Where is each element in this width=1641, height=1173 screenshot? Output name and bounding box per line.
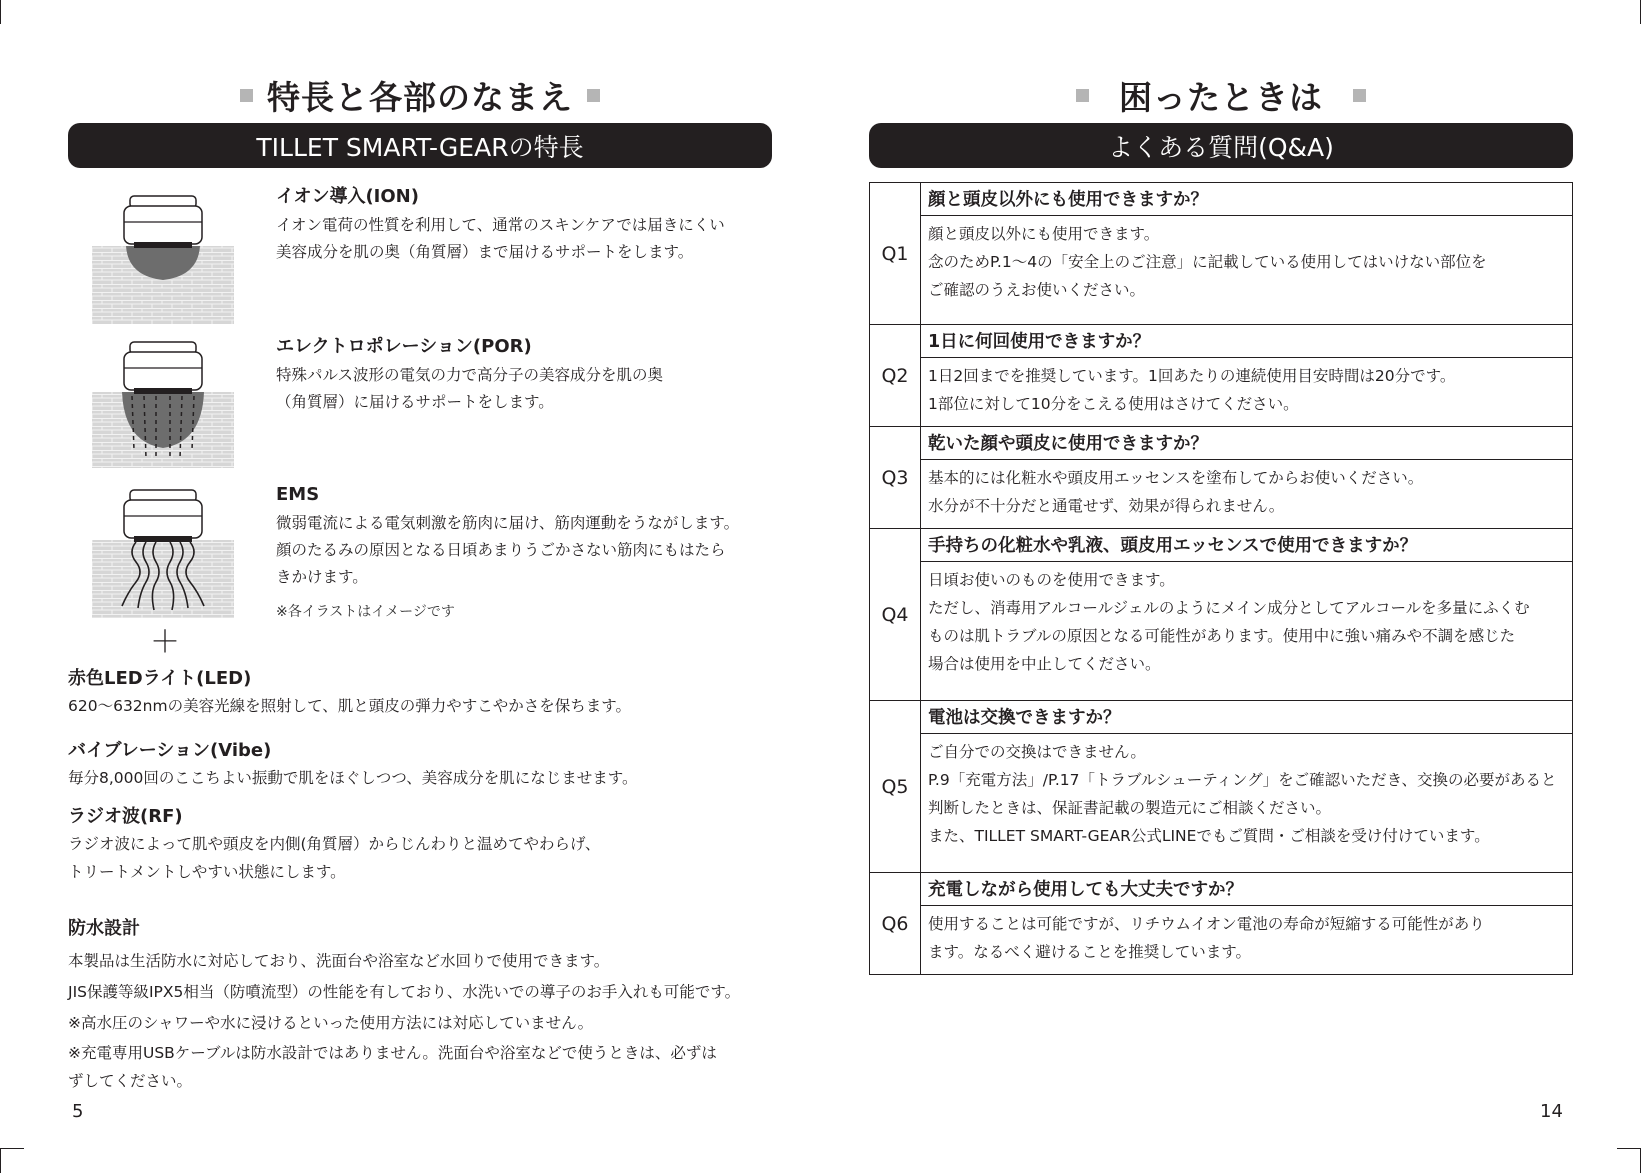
feature-line: ※充電専用USBケーブルは防水設計ではありません。洗面台や浴室などで使うときは、必ずは [68, 1044, 717, 1062]
por-illustration-icon [92, 338, 234, 468]
qa-answer-line: ます。なるべく避けることを推奨しています。 [928, 943, 1252, 961]
qa-answer-line: 日頃お使いのものを使用できます。 [928, 571, 1175, 589]
feature-vibe [68, 738, 788, 792]
qa-answer [921, 216, 1573, 325]
qa-number: Q2 [870, 325, 921, 427]
feature-por [276, 334, 776, 416]
ion-illustration-icon [92, 188, 234, 324]
qa-row [870, 216, 1573, 325]
qa-answer-line: 念のためP.1〜4の「安全上のご注意」に記載している使用してはいけない部位を [928, 253, 1487, 271]
qa-row [870, 529, 1573, 562]
feature-line: 美容成分を肌の奥（角質層）まで届けるサポートをします。 [276, 243, 694, 261]
feature-title: 赤色LEDライト(LED) [68, 668, 252, 689]
qa-number: Q4 [870, 529, 921, 701]
right-bar-title: よくある質問(Q&A) [1108, 132, 1334, 162]
right-section-title-text: 困ったときは [1119, 77, 1323, 117]
feature-line: きかけます。 [276, 568, 368, 586]
square-icon [240, 89, 253, 102]
qa-question: 1日に何回使用できますか？ [921, 325, 1573, 358]
feature-line: ずしてください。 [68, 1072, 193, 1090]
feature-line: トリートメントしやすい状態にします。 [68, 863, 346, 881]
qa-answer [921, 734, 1573, 873]
qa-number: Q1 [870, 183, 921, 325]
qa-answer-line: 判断したときは、保証書記載の製造元にご相談ください。 [928, 799, 1332, 817]
crop-mark [1617, 1148, 1641, 1149]
feature-line: 特殊パルス波形の電気の力で高分子の美容成分を肌の奥 [276, 366, 664, 384]
feature-title: バイブレーション(Vibe) [68, 740, 272, 761]
qa-answer-line: 1日2回までを推奨しています。1回あたりの連続使用目安時間は20分です。 [928, 367, 1456, 385]
square-icon [1353, 89, 1366, 102]
square-icon [1076, 89, 1089, 102]
qa-question: 電池は交換できますか？ [921, 701, 1573, 734]
page-number-right: 14 [1540, 1101, 1563, 1122]
qa-answer-line: ただし、消毒用アルコールジェルのようにメイン成分としてアルコールを多量にふくむ [928, 599, 1530, 617]
qa-answer [921, 358, 1573, 427]
crop-mark [0, 1148, 1, 1173]
qa-answer-line: 水分が不十分だと通電せず、効果が得られません。 [928, 497, 1285, 515]
feature-ion [276, 184, 776, 266]
feature-line: 620〜632nmの美容光線を照射して、肌と頭皮の弾力やすこやかさを保ちます。 [68, 697, 632, 715]
qa-answer-line: ご確認のうえお使いください。 [928, 281, 1146, 299]
qa-row [870, 325, 1573, 358]
qa-number: Q6 [870, 873, 921, 975]
qa-row [870, 358, 1573, 427]
qa-answer-line: ものは肌トラブルの原因となる可能性があります。使用中に強い痛みや不調を感じた [928, 627, 1516, 645]
feature-rf [68, 804, 788, 886]
feature-line: 毎分8,000回のここちよい振動で肌をほぐしつつ、美容成分を肌になじませます。 [68, 769, 638, 787]
right-title-bar [869, 123, 1573, 168]
qa-answer [921, 906, 1573, 975]
qa-answer-line: 使用することは可能ですが、リチウムイオン電池の寿命が短縮する可能性があり [928, 915, 1485, 933]
qa-answer-line: ご自分での交換はできません。 [928, 743, 1146, 761]
qa-row [870, 734, 1573, 873]
qa-question: 乾いた顔や頭皮に使用できますか？ [921, 427, 1573, 460]
feature-line: 顔のたるみの原因となる日頃あまりうごかさない筋肉にもはたら [276, 541, 726, 559]
illustration-note: ※各イラストはイメージです [276, 604, 455, 620]
qa-row [870, 427, 1573, 460]
left-title-bar [68, 123, 772, 168]
page-number-left: 5 [72, 1101, 84, 1122]
qa-answer [921, 460, 1573, 529]
plus-icon: ＋ [150, 625, 180, 660]
qa-question: 顔と頭皮以外にも使用できますか？ [921, 183, 1573, 216]
left-section-title-text: 特長と各部のなまえ [267, 77, 573, 117]
qa-row [870, 562, 1573, 701]
qa-row [870, 873, 1573, 906]
left-section-title [68, 70, 772, 120]
qa-answer-line: 1部位に対して10分をこえる使用はさけてください。 [928, 395, 1299, 413]
feature-title: イオン導入(ION) [276, 186, 419, 207]
ems-illustration-icon [92, 486, 234, 618]
feature-waterproof [68, 916, 788, 1095]
qa-answer-line: 基本的には化粧水や頭皮用エッセンスを塗布してからお使いください。 [928, 469, 1424, 487]
feature-title: エレクトロポレーション(POR) [276, 336, 532, 357]
feature-title: 防水設計 [68, 918, 140, 939]
qa-number: Q3 [870, 427, 921, 529]
qa-question: 充電しながら使用しても大丈夫ですか？ [921, 873, 1573, 906]
feature-line: ※高水圧のシャワーや水に浸けるといった使用方法には対応していません。 [68, 1014, 594, 1032]
qa-row [870, 183, 1573, 216]
qa-answer-line: P.9「充電方法」/P.17「トラブルシューティング」をご確認いただき、交換の必要があると [928, 771, 1557, 789]
qa-answer-line: また、TILLET SMART-GEAR公式LINEでもご質問・ご相談を受け付けています。 [928, 827, 1490, 845]
qa-row [870, 906, 1573, 975]
qa-row [870, 460, 1573, 529]
right-section-title [869, 70, 1573, 120]
qa-number: Q5 [870, 701, 921, 873]
qa-question: 手持ちの化粧水や乳液、頭皮用エッセンスで使用できますか？ [921, 529, 1573, 562]
qa-answer-line: 顔と頭皮以外にも使用できます。 [928, 225, 1160, 243]
feature-line: JIS保護等級IPX5相当（防噴流型）の性能を有しており、水洗いでの導子のお手入れも可能です。 [68, 983, 741, 1001]
crop-mark [0, 1148, 24, 1149]
feature-line: 本製品は生活防水に対応しており、洗面台や浴室など水回りで使用できます。 [68, 952, 610, 970]
feature-title: ラジオ波(RF) [68, 806, 183, 827]
feature-title: EMS [276, 484, 320, 505]
left-bar-title: TILLET SMART-GEARの特長 [256, 132, 584, 162]
feature-line: イオン電荷の性質を利用して、通常のスキンケアでは届きにくい [276, 216, 725, 234]
crop-mark [0, 0, 1, 24]
qa-table [869, 182, 1573, 975]
feature-line: ラジオ波によって肌や頭皮を内側(角質層）からじんわりと温めてやわらげ、 [68, 835, 601, 853]
qa-answer-line: 場合は使用を中止してください。 [928, 655, 1161, 673]
feature-led [68, 666, 788, 720]
feature-line: （角質層）に届けるサポートをします。 [276, 393, 554, 411]
qa-row [870, 701, 1573, 734]
feature-line: 微弱電流による電気刺激を筋肉に届け、筋肉運動をうながします。 [276, 514, 740, 532]
square-icon [587, 89, 600, 102]
feature-ems [276, 482, 776, 621]
qa-answer [921, 562, 1573, 701]
